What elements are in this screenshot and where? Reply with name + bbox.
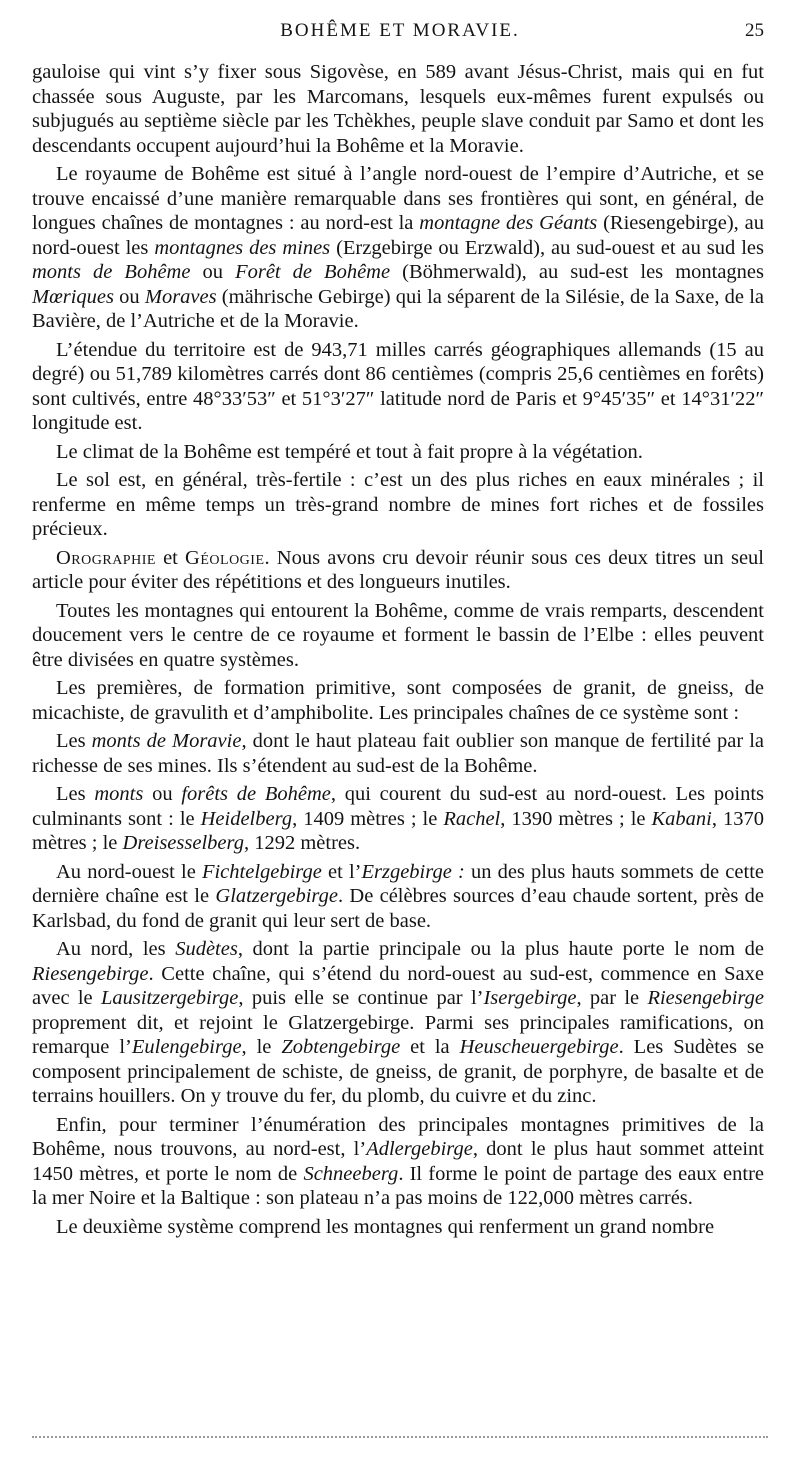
text-run: et la bbox=[400, 1036, 460, 1058]
italic-term: Sudètes bbox=[175, 938, 238, 960]
italic-term: monts de Moravie bbox=[91, 730, 242, 752]
italic-term: Dreisesselberg bbox=[122, 832, 244, 854]
italic-term: Lausitzergebirge bbox=[100, 987, 239, 1009]
text-run: Au nord-ouest le bbox=[56, 860, 202, 883]
text-run: et l’ bbox=[321, 860, 362, 883]
text-run: , dont le plus haut sommet atteint 1450 mètres, et porte le nom de bbox=[32, 1138, 765, 1185]
section-heading: Orographie bbox=[56, 546, 156, 569]
italic-term: Schneeberg bbox=[303, 1162, 399, 1185]
paragraph bbox=[32, 1215, 764, 1240]
text-run: . Cette chaîne, qui s’étend du nord-ouest au sud-est, commence en Saxe avec le bbox=[32, 962, 764, 1009]
text-run: , dont la partie principale ou la plus haute porte le nom de bbox=[237, 938, 764, 960]
text-run: un des plus hauts sommets de cette dernière chaîne est le bbox=[32, 860, 764, 907]
text-run: Le climat de la Bohême est tempéré et tout à fait propre à la végétation. bbox=[56, 440, 643, 463]
italic-term: Forêt de Bohême bbox=[235, 261, 391, 283]
italic-term: Erzgebirge : bbox=[361, 860, 465, 883]
paragraph bbox=[32, 782, 764, 856]
italic-term: monts de Bohême bbox=[32, 261, 191, 283]
running-title: BOHÊME ET MORAVIE. bbox=[280, 20, 520, 41]
text-run: Les bbox=[56, 783, 95, 805]
text-run: , 1409 mètres ; le bbox=[292, 807, 444, 830]
italic-term: Riesengebirge bbox=[32, 962, 149, 985]
italic-term: Heuscheuergebirge bbox=[459, 1036, 619, 1058]
text-run: (Böhmerwald), au sud-est les montagnes bbox=[390, 261, 765, 283]
text-run: ou bbox=[190, 261, 236, 283]
paragraph bbox=[32, 860, 764, 934]
italic-term: Moraves bbox=[144, 285, 217, 308]
text-run: ou bbox=[114, 285, 145, 308]
text-run: , 1370 mètres ; le bbox=[32, 807, 764, 854]
page-number: 25 bbox=[745, 20, 764, 41]
italic-term: Adlergebirge bbox=[366, 1138, 473, 1160]
text-run: . Nous avons cru devoir réunir sous ces deux titres un seul article pour éviter des répétitions et des longueurs inutiles. bbox=[32, 546, 764, 593]
italic-term: Eulengebirge bbox=[131, 1036, 242, 1058]
text-run: Le sol est, en général, très-fertile : c’est un des plus riches en eaux minérales ; il renferme en même temps un très-grand nombre de mines fort riches et de fossiles précieux. bbox=[32, 469, 764, 540]
text-run: . Les Sudètes se composent principalement de schiste, de gneiss, de granit, de porphyre, de basalte et de terrains houillers. On y trouve du fer, du plomb, du cuivre et du zinc. bbox=[32, 1036, 765, 1107]
text-run: , qui courent du sud-est au nord-ouest. Les points culminants sont : le bbox=[32, 783, 764, 830]
paragraph bbox=[32, 1113, 764, 1211]
text-run: . Il forme le point de partage des eaux entre la mer Noire et la Baltique : son plateau n’a pas moins de 122,000 mètres carrés. bbox=[32, 1162, 764, 1209]
text-run: gauloise qui vint s’y fixer sous Sigovèse, en 589 avant Jésus-Christ, mais qui en fut chassée sous Auguste, par les Marcomans, lesquels eux-mêmes furent expulsés ou subjugués au septième siècle par les Tchèkhes, peuple slave conduit par Samo et dont les descendants occupent aujourd’hui la Bohême et la Moravie. bbox=[32, 61, 764, 157]
paragraph bbox=[32, 729, 764, 778]
text-run: Le royaume de Bohême est situé à l’angle nord-ouest de l’empire d’Autriche, et se trouve encaissé d’une manière remarquable dans ses frontières qui sont, en général, de longues chaînes de montagnes : au nord-est la bbox=[32, 163, 764, 234]
text-run: , 1390 mètres ; le bbox=[500, 807, 652, 830]
italic-term: forêts de Bohême bbox=[181, 783, 331, 805]
italic-term: montagnes des mines bbox=[154, 236, 331, 259]
text-run: Enfin, pour terminer l’énumération des principales montagnes primitives de la Bohême, nous trouvons, au nord-est, l’ bbox=[32, 1113, 764, 1160]
paragraph bbox=[32, 599, 764, 673]
paragraph bbox=[32, 937, 764, 1109]
text-run: L’étendue du territoire est de 943,71 milles carrés géographiques allemands (15 au degré) ou 51,789 kilomètres carrés dont 86 centièmes (compris 25,6 centièmes en forêts) sont cultivés, entre 48°33′53″ et 51°3′27″ latitude nord de Paris et 9°45′35″ et 14°31′22″ longitude est. bbox=[32, 338, 764, 434]
italic-term: Heidelberg bbox=[200, 807, 293, 830]
text-run: (mährische Gebirge) qui la séparent de la Silésie, de la Saxe, de la Bavière, de l’Autriche et de la Moravie. bbox=[32, 285, 765, 332]
text-run: (Erzgebirge ou Erzwald), au sud-ouest et au sud les bbox=[330, 236, 764, 259]
section-heading: Géologie bbox=[185, 546, 265, 569]
text-run: Le deuxième système comprend les montagnes qui renferment un grand nombre bbox=[56, 1215, 715, 1238]
italic-term: Isergebirge bbox=[483, 987, 577, 1009]
paragraph bbox=[32, 440, 764, 465]
italic-term: Fichtelgebirge bbox=[201, 860, 322, 883]
italic-term: monts bbox=[94, 783, 144, 805]
italic-term: Mœriques bbox=[32, 285, 114, 308]
text-run: proprement dit, et rejoint le Glatzergebirge. Parmi ses principales ramifications, on remarque l’ bbox=[32, 1011, 764, 1058]
running-head bbox=[32, 20, 768, 50]
footer-rule bbox=[32, 1436, 768, 1438]
text-run: , le bbox=[241, 1036, 282, 1058]
text-run: Toutes les montagnes qui entourent la Bohême, comme de vrais remparts, descendent doucement vers le centre de ce royaume et forment le bassin de l’Elbe : elles peuvent être divisées en quatre systèmes. bbox=[32, 599, 764, 671]
text-run: , dont le haut plateau fait oublier son manque de fertilité par la richesse de ses mines. Ils s’étendent au sud-est de la Bohême. bbox=[32, 730, 764, 777]
body-text bbox=[32, 60, 764, 1243]
paragraph bbox=[32, 546, 764, 595]
paragraph bbox=[32, 162, 764, 334]
italic-term: montagne des Géants bbox=[419, 212, 598, 234]
text-run: , puis elle se continue par l’ bbox=[238, 987, 484, 1009]
text-run: Au nord, les bbox=[56, 938, 176, 960]
italic-term: Glatzergebirge bbox=[215, 885, 338, 907]
text-run: et bbox=[155, 546, 186, 569]
text-run: ou bbox=[143, 783, 182, 805]
text-run: , 1292 mètres. bbox=[243, 832, 361, 854]
italic-term: Riesengebirge bbox=[647, 987, 764, 1009]
text-run: (Riesengebirge), au nord-ouest les bbox=[32, 212, 764, 259]
text-run: , par le bbox=[576, 987, 648, 1009]
paragraph bbox=[32, 468, 764, 542]
text-run: Les premières, de formation primitive, sont composées de granit, de gneiss, de micachiste, de gravulith et d’amphibolite. Les principales chaînes de ce système sont : bbox=[32, 677, 764, 724]
italic-term: Rachel bbox=[443, 807, 501, 830]
paragraph bbox=[32, 338, 764, 436]
italic-term: Kabani bbox=[651, 807, 712, 830]
text-run: . De célèbres sources d’eau chaude sortent, près de Karlsbad, du fond de granit qui leur sert de base. bbox=[32, 885, 764, 932]
paragraph bbox=[32, 676, 764, 725]
text-run: Les bbox=[56, 730, 92, 752]
italic-term: Zobtengebirge bbox=[281, 1036, 401, 1058]
paragraph bbox=[32, 60, 764, 158]
